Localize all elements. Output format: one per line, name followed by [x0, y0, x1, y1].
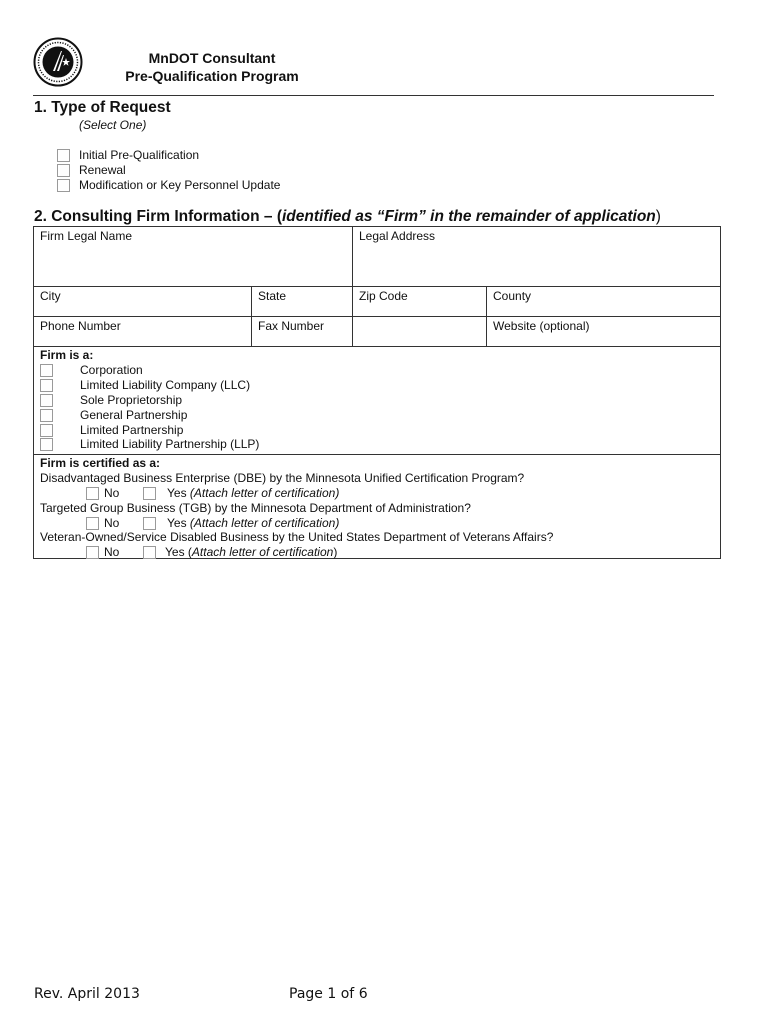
checkbox-llp[interactable]: [40, 438, 53, 451]
website-label: Website (optional): [493, 319, 590, 333]
page-of: of: [340, 986, 355, 1002]
checkbox-modification[interactable]: [57, 179, 70, 192]
option-label: No: [104, 516, 120, 530]
zip-code-field[interactable]: [353, 287, 486, 316]
dbe-question: Disadvantaged Business Enterprise (DBE) by the Minnesota Unified Certification Program?: [40, 471, 525, 485]
checkbox-sole-proprietorship[interactable]: [40, 394, 53, 407]
checkbox-corporation[interactable]: [40, 364, 53, 377]
header-divider: [33, 95, 714, 96]
checkbox-tgb-no[interactable]: [86, 517, 99, 530]
tgb-question: Targeted Group Business (TGB) by the Minnesota Department of Administration?: [40, 501, 471, 515]
checkbox-dbe-no[interactable]: [86, 487, 99, 500]
checkbox-veteran-yes[interactable]: [143, 546, 156, 559]
zip-code-label: Zip Code: [359, 289, 408, 303]
checkbox-general-partnership[interactable]: [40, 409, 53, 422]
phone-number-label: Phone Number: [40, 319, 121, 333]
firm-type-label: Firm is a:: [40, 348, 94, 362]
veteran-question: Veteran-Owned/Service Disabled Business by the United States Department of Veterans Affairs?: [40, 530, 554, 544]
checkbox-renewal[interactable]: [57, 164, 70, 177]
option-label: Limited Partnership: [80, 423, 184, 437]
county-field[interactable]: [487, 287, 720, 316]
yes-close: ): [333, 545, 338, 559]
website-field[interactable]: [487, 317, 720, 346]
certification-label: Firm is certified as a:: [40, 456, 161, 470]
yes-text: Yes: [167, 486, 187, 500]
checkbox-limited-partnership[interactable]: [40, 424, 53, 437]
state-label: State: [258, 289, 287, 303]
option-label: Sole Proprietorship: [80, 393, 183, 407]
select-one-instruction: (Select One): [79, 118, 147, 132]
firm-information-table: [33, 226, 721, 559]
option-label: Renewal: [79, 163, 126, 177]
option-label: [167, 486, 339, 500]
firm-legal-name-field[interactable]: [34, 227, 352, 286]
page-number: [289, 986, 368, 1002]
yes-note: (Attach letter of certification): [189, 516, 340, 530]
phone-number-field[interactable]: [34, 317, 251, 346]
checkbox-dbe-yes[interactable]: [143, 487, 156, 500]
yes-text: Yes: [167, 516, 187, 530]
option-label: [167, 516, 339, 530]
title-line-2: Pre-Qualification Program: [125, 68, 299, 84]
page-current: 1: [327, 986, 337, 1002]
document-title: [112, 49, 312, 85]
fax-number-label: Fax Number: [258, 319, 325, 333]
city-label: City: [40, 289, 61, 303]
checkbox-llc[interactable]: [40, 379, 53, 392]
row-divider: [34, 346, 720, 347]
revision-date: Rev. April 2013: [34, 986, 140, 1002]
option-label: Corporation: [80, 363, 143, 377]
firm-legal-name-label: Firm Legal Name: [40, 229, 133, 243]
option-label: Initial Pre-Qualification: [79, 148, 200, 162]
title-line-1: MnDOT Consultant: [148, 50, 276, 66]
checkbox-tgb-yes[interactable]: [143, 517, 156, 530]
option-label: [165, 545, 337, 559]
option-label: No: [104, 486, 120, 500]
option-label: Limited Liability Company (LLC): [80, 378, 251, 392]
option-label: Limited Liability Partnership (LLP): [80, 437, 260, 451]
legal-address-label: Legal Address: [359, 229, 436, 243]
section-1-heading: 1. Type of Request: [34, 99, 171, 116]
mndot-seal-icon: [33, 37, 83, 87]
page-total: 6: [358, 986, 368, 1002]
section-2-heading: [34, 208, 661, 226]
option-label: General Partnership: [80, 408, 188, 422]
yes-note: (Attach letter of certification): [189, 486, 340, 500]
fax-number-field[interactable]: [252, 317, 486, 346]
city-field[interactable]: [34, 287, 251, 316]
county-label: County: [493, 289, 532, 303]
option-label: No: [104, 545, 120, 559]
legal-address-field[interactable]: [353, 227, 720, 286]
page-label: Page: [289, 986, 323, 1002]
row-divider: [34, 454, 720, 455]
yes-note: Attach letter of certification: [191, 545, 334, 559]
checkbox-initial-prequalification[interactable]: [57, 149, 70, 162]
state-field[interactable]: [252, 287, 352, 316]
heading-italic: identified as “Firm” in the remainder of application: [282, 208, 656, 225]
heading-suffix: ): [655, 208, 661, 225]
heading-prefix: 2. Consulting Firm Information – (: [34, 208, 282, 225]
checkbox-veteran-no[interactable]: [86, 546, 99, 559]
yes-text: Yes (: [165, 545, 192, 559]
option-label: Modification or Key Personnel Update: [79, 178, 281, 192]
